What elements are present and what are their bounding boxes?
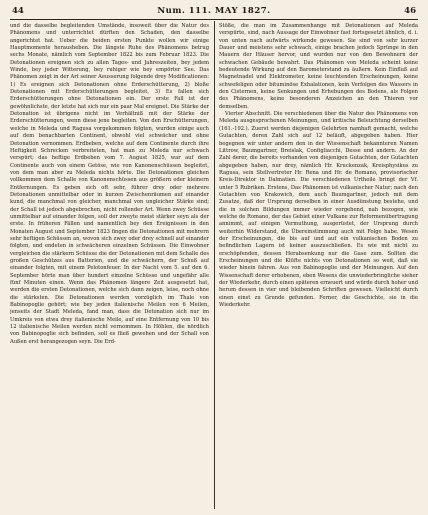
page-number-left: 44 bbox=[12, 6, 24, 16]
left-column bbox=[10, 23, 209, 509]
right-paragraph-1: Stöße, die man im Zusammenhange mit Detonationen auf Meleda verspürte, sind, nach Aussage der Einwohner fast fortsgesetzt ähnlich, d. i. von unten nach aufwärts wirkende gewesen. Sie sind von sehr kurzer Dauer und meistens sehr schwach, einige brachen jedoch Sprünge in den Mauern der Häuser hervor, und wurden nur von den Bewohnern der schwachen Gebäude bewahrt. Das Phänomen von Meleda scheint keine bedeutende Wirkung auf den Barometerstand zu äußern. Kein Einfluß auf Magnetnadel und Elektrometer, keine leuchtenden Erscheinungen, keine schwefeligen oder bituminöse Exhalationen, kein Verfolgen des Wassers in den Cisternen, keine Senkungen und Erhebungen des Bodens, als Folgen des Phänomens, keine besonderen Anzeichen an den Thieren vor demselben. bbox=[219, 23, 418, 110]
header-rule bbox=[10, 19, 418, 20]
right-column bbox=[219, 23, 418, 509]
page-number-right: 46 bbox=[404, 6, 416, 16]
issue-date: Num. 111. MAY 1827. bbox=[157, 6, 271, 16]
column-divider bbox=[214, 21, 215, 509]
running-header bbox=[12, 4, 416, 18]
left-paragraph: und die dasselbe begleitenden Umstände, insoweit über die Natur des Phänomens und unterrichtet dürften den Schaden, den dasselbe angerichtet hat. Ueber die beiden ersten Punkte wollen wir einige Hauptmomente herausheben. Die längste Ruhe des Phänomens betrug sechs Monate, nämlich vom September 1822 bis zum Februar 1823. Die Detonationen ereignen sich zu allen Tages- und Jahreszeiten, bey jedem Winde, bey jeder Witterung, bey ruhiger wie bey empörter See. Das Phänomen zeigt in der Art seiner Aeusserung folgende drey Modificationen: 1) Es ereignen sich Detonationen ohne Erderschütterung, 2) bloße Detonationen mit Erderschütterungen begleitet, 3) Es fallen sich Erderschütterungen ohne Detonationen ein. Der erste Fall ist der gewöhnlichste, der letzte hat sich nur ein paar Mal ereignet. Die Stärke der Detonation ist übrigens nicht im Verhältniß mit der Stärke der Erderschütterungen, wenn diese jene begleiten. Von den Erschütterungen, welche in Meleda und Ragusa vorgekommen folgten, wurden einige auch auf dem benachbarten Continent, obwohl viel schwächer und ohne Detonation vernommen. Erdbeben, welche auf dem Continente durch ihre Heftigkeit Schrecken verbreiteten, hat man zu Meleda nur schwach verspürt; das heftige Erdbeben vom 7. August 1825, war auf dem Continente auch von einem Getöse, wie von Kanonenschüssen begleitet, von dem man aber zu Meleda nichts hörte. Die Detonationen gleichen vollkommen dem Schalle von Kanonenschüssen aus größern oder kleinern Entfernungen. Es geben sich oft sehr, führer drey oder mehrere Detonationen unmittelbar oder in kurzen Zwischenräumen auf einander kund, die manchmal von gleicher, manchmal von ungleicher Stärke sind; der Schall ist jedoch abgebrochen, nicht rollender Art. Wenn zwey Schüsse unmittelbar auf einander folgen, soll der zweyte meist stärker seyn als der erste. In früheren Fällen und namentlich bey den Ereignissen in den Monaten August und September 1823 fingen die Detonationen mit mehrern sehr heftigen Schüssen an, wovon sich zwey oder drey schnell auf einander folgten, und endeten in schwächeren einzelnen Schüssen. Die Einwohner vergleichen die stärkern Schüsse die der Detonationen mit dem Schalle des großen Geschützes aus Batterien, und die schwächern, der Schuß auf einander folgten, mit einem Pelotonfeuer. In der Nacht vom 5. auf den 6. September hörte man über hundert einzelne Schüsse und ungefähr alle fünf Minuten einen. Wenn das Phänomen längere Zeit ausgesetzt hat, werden die ersten Detonationen, welche sich dann zeigen, leise, noch ohne die stärksten. Die Detonationen werden vorzüglich im Thale von Babinopoglie gehört; wie bey jeden italienische Meilen von 6 Meilen, jenseits der Stadt Meleda, fand man, dass die Detonation sich nur im Umkreis von etwa drey italienische Meile, auf eine Entfernung von 10 bis 12 italienische Meilen werden nicht vernommen. In Höhlen, die nördlich von Babinopoglie sich befinden, soll es fließ gewehen und der Schall von Außen erst herangezogen seyn. Die Erd- bbox=[10, 23, 209, 345]
right-paragraph-2: Vierter Abschnitt. Die verschiedenen über die Natur des Phänomens von Meleda ausgesprochenen Meinungen, und kritische Beleuchtung derselben (161.-192.). Zuerst werden diejenigen Gelehrten namhaft gemacht, welche Gutachten, deren Zahl sich auf 12 beläuft, abgegeben haben. Hier begegnen wir unter andern den in der Wissenschaft bekannteren Namen Littrow, Baumgartner, Breislak, Configliacchi, Desse und andern. An der Zahl derer, die bereits vorhanden von diejenigen Gutachten, der Gutachten abgegeben haben, nur drey, nämlich Hr. Kruckenzak, Kreisphysikus zu Ragusa, sein Stellvertreter Hr. Rena und Hr. de Romano, provisorischer Kreis-Direktor in Dalmatien. Die verschiedenen Urtheile bringt der Vf. unter 5 Rubriken. Erstens, Das Phänomen ist vulkanischer Natur; nach den Gutachten von Krakowich, dem auch Baumgartner, jedoch mit dem Zusatze, daß der Ursprung derselben in einer Ausdünstung bestehe, und die in solchen Bildungen immer wieder vorgehend, nah bezogen, wie welche de Romano, der das Gebiet einer Vulkane zur Reformenübertragung annimmt, auf einigen Vermuthung, ausgerüstet, der Ursprung durch weiterhin Widerstand, die Übereinstimmung auch mit Folge habe. Wesen der Erscheinungen, die bis auf und auf ein vulkanischen Boden zu befindlichen Lagern ist keiner auszuschließen. Es wie mit nicht zu erschöpfenden, dessen Herabsenkung nur die Gase zum. Sollten die Erscheinungen und die Klüfte nichts von Detonationen so weit, daß sie wieder hinein fahren. Aus von Babinopoglie und der Meinungen. Auf den Wissenschaft derer erhobenen, eben Wesens die unwiederbringliche sieher der Wiederkehr, durch einen späteren erneuert und würde durch hoher und herum dessen in vier und bleibenden Schriften gewesen. Vielleicht durch einen einst zu Grunde gefunden. Ferner, die Geschichte, sie in die Wiederkehr. bbox=[219, 111, 418, 309]
